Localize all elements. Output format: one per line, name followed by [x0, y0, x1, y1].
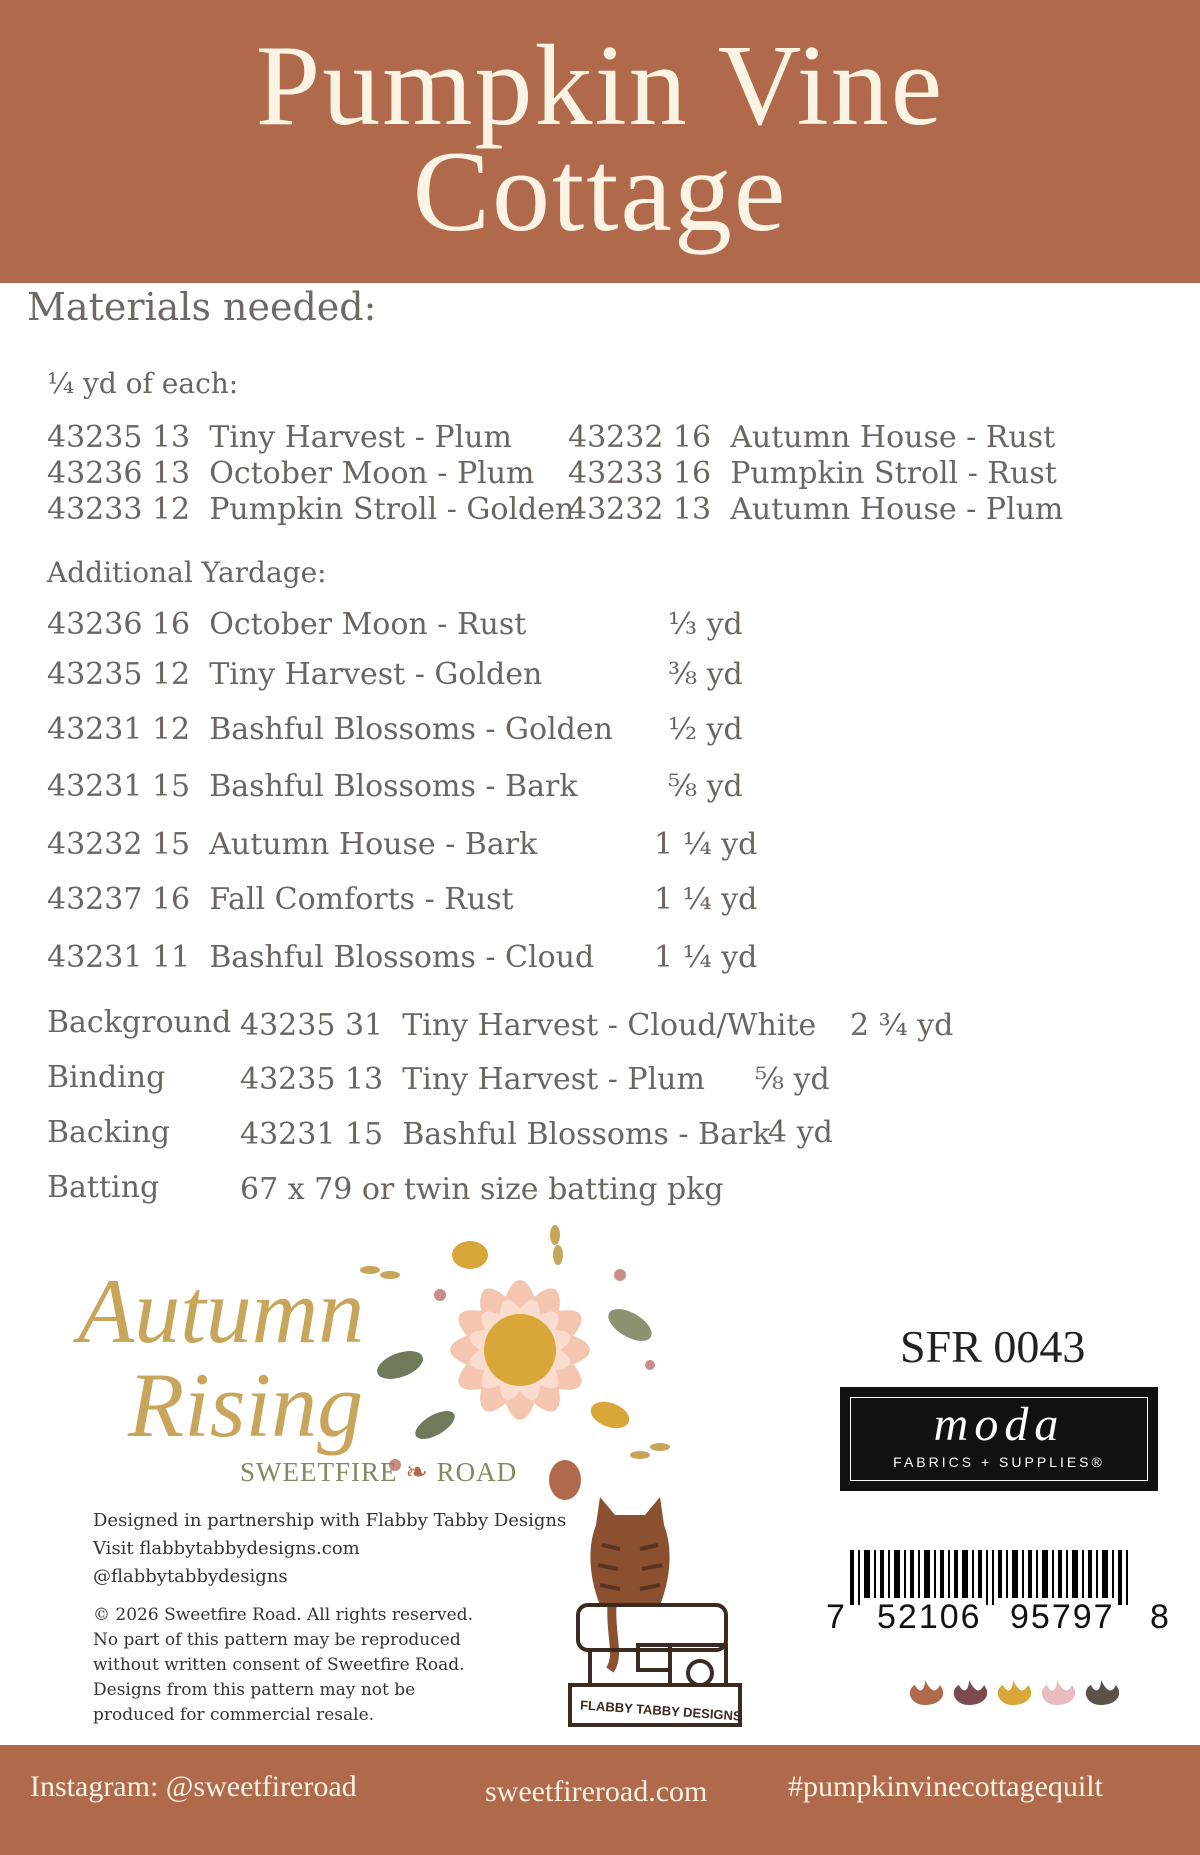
extra-label: Batting — [47, 1170, 160, 1205]
fabric-row: 43232 13 Autumn House - Plum — [568, 492, 1064, 527]
yardage-qty: ½ yd — [668, 712, 743, 747]
leaf-icon — [910, 1680, 943, 1725]
fabric-row: 43236 13 October Moon - Plum — [47, 456, 535, 491]
fabric-row: 43233 12 Pumpkin Stroll - Golden — [47, 492, 575, 527]
credit-line: Visit flabbytabbydesigns.com — [93, 1538, 360, 1559]
extra-row: 43231 15 Bashful Blossoms - Bark — [240, 1117, 771, 1152]
extra-label: Binding — [47, 1060, 166, 1095]
barcode-digit: 7 — [826, 1598, 845, 1636]
moda-subtext: FABRICS + SUPPLIES® — [893, 1454, 1105, 1470]
copyright-line: © 2026 Sweetfire Road. All rights reserved. — [93, 1605, 473, 1625]
yardage-row: 43235 12 Tiny Harvest - Golden — [47, 657, 543, 692]
title-line-1: Pumpkin Vine — [255, 22, 945, 150]
copyright-line: Designs from this pattern may not be — [93, 1680, 416, 1700]
footer-hashtag[interactable]: #pumpkinvinecottagequilt — [788, 1770, 1103, 1803]
extra-label: Backing — [47, 1115, 171, 1150]
leaf-icon — [1086, 1680, 1119, 1725]
credit-line: Designed in partnership with Flabby Tabby Designs — [93, 1510, 567, 1531]
fabric-row: 43232 16 Autumn House - Rust — [568, 420, 1056, 455]
yardage-qty: 1 ¼ yd — [654, 827, 758, 862]
barcode-icon — [850, 1550, 1150, 1605]
extra-qty: 2 ¾ yd — [850, 1008, 954, 1043]
extra-row: 43235 31 Tiny Harvest - Cloud/White — [240, 1008, 817, 1043]
quarter-yard-label: ¼ yd of each: — [47, 367, 239, 400]
logo-rising: Rising — [128, 1354, 364, 1456]
yardage-qty: 1 ¼ yd — [654, 940, 758, 975]
barcode-digit: 52106 — [877, 1598, 982, 1636]
extra-label: Background — [47, 1005, 232, 1040]
yardage-qty: ⅜ yd — [668, 657, 743, 692]
yardage-row: 43231 15 Bashful Blossoms - Bark — [47, 769, 578, 804]
copyright-line: produced for commercial resale. — [93, 1705, 375, 1725]
leaf-icon — [954, 1680, 987, 1725]
extra-qty: 4 yd — [768, 1115, 833, 1150]
yardage-qty: 1 ¼ yd — [654, 882, 758, 917]
copyright-line: without written consent of Sweetfire Road. — [93, 1655, 465, 1675]
leaf-icon — [1042, 1680, 1075, 1725]
footer-website[interactable]: sweetfireroad.com — [485, 1775, 708, 1808]
flabby-tabby-badge: FLABBY TABBY DESIGNS — [579, 1697, 743, 1724]
yardage-row: 43236 16 October Moon - Rust — [47, 607, 527, 642]
yardage-qty: ⅝ yd — [668, 769, 743, 804]
sku-label: SFR 0043 — [900, 1321, 1086, 1372]
copyright-line: No part of this pattern may be reproduced — [93, 1630, 461, 1650]
yardage-row: 43231 12 Bashful Blossoms - Golden — [47, 712, 613, 747]
materials-heading: Materials needed: — [27, 285, 377, 329]
barcode-digit: 95797 — [1010, 1598, 1115, 1636]
logo-autumn: Autumn — [78, 1260, 365, 1362]
yardage-row: 43232 15 Autumn House - Bark — [47, 827, 538, 862]
fabric-row: 43235 13 Tiny Harvest - Plum — [47, 420, 512, 455]
credit-line: @flabbytabbydesigns — [93, 1566, 288, 1587]
barcode-digit: 8 — [1150, 1598, 1169, 1636]
yardage-row: 43231 11 Bashful Blossoms - Cloud — [47, 940, 595, 975]
title-line-2: Cottage — [412, 128, 788, 256]
leaf-icon — [998, 1680, 1031, 1725]
color-leaf-swatches — [900, 1675, 1140, 1735]
moda-wordmark: moda — [933, 1398, 1065, 1451]
extra-qty: ⅝ yd — [755, 1062, 830, 1097]
cat-sewing-machine-icon — [560, 1485, 750, 1730]
extra-row: 67 x 79 or twin size batting pkg — [240, 1172, 724, 1207]
logo-brand: SWEETFIRE ❧ ROAD — [240, 1457, 518, 1487]
yardage-row: 43237 16 Fall Comforts - Rust — [47, 882, 514, 917]
additional-yardage-label: Additional Yardage: — [47, 556, 327, 589]
fabric-row: 43233 16 Pumpkin Stroll - Rust — [568, 456, 1057, 491]
moda-logo — [840, 1387, 1158, 1491]
sunflower-icon — [448, 1278, 591, 1421]
footer-instagram[interactable]: Instagram: @sweetfireroad — [30, 1770, 357, 1803]
extra-row: 43235 13 Tiny Harvest - Plum — [240, 1062, 705, 1097]
yardage-qty: ⅓ yd — [668, 607, 743, 642]
